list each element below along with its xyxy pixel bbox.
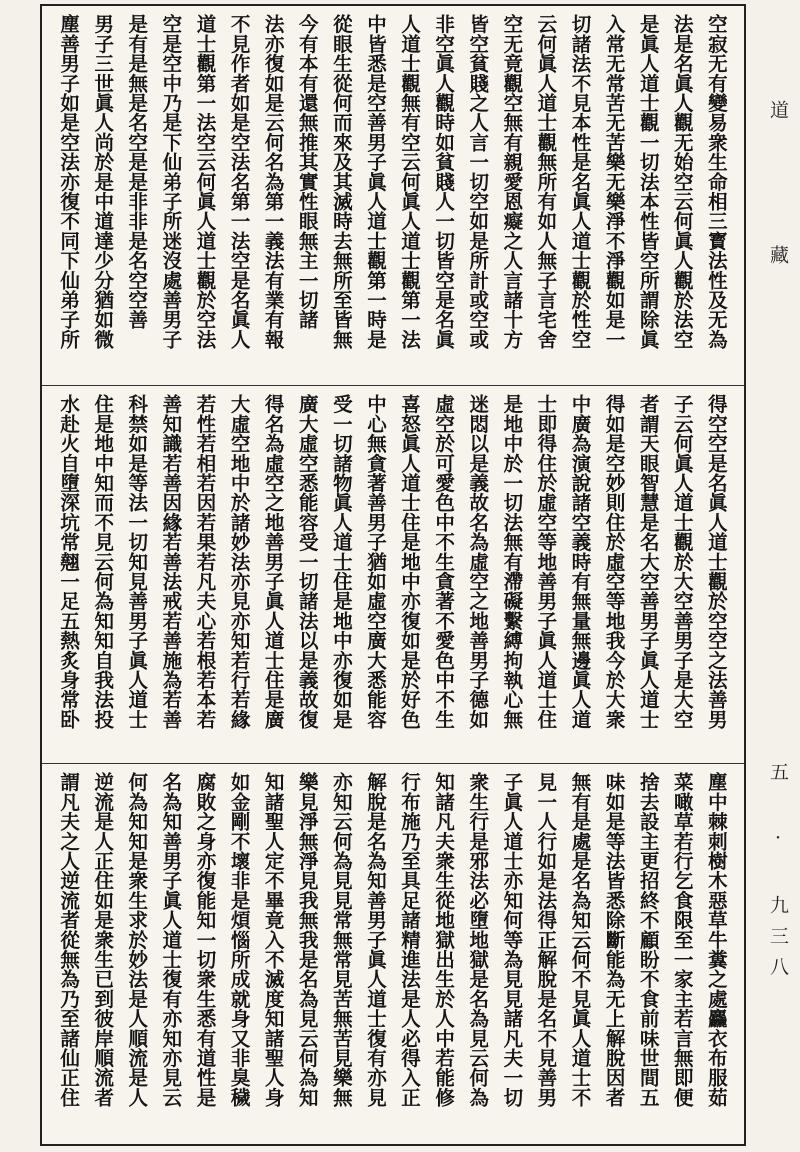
text-column: 皆空貧賤之人言一切空如是所計或空或: [466, 14, 490, 349]
text-column: 是地中於一切法無有滯礙繫縛拘執心無: [500, 394, 524, 729]
text-column: 味如是等法皆悉除斷能為无上解脫因者: [602, 772, 626, 1107]
text-column: 是有是無是名空是是非非是名空空善: [125, 14, 149, 330]
lower-register: [42, 764, 744, 1144]
margin-title: 道 藏: [767, 100, 789, 316]
text-column: 從眼生從何而來及其滅時去無所至皆無: [329, 14, 353, 349]
text-column: 中廣為演說諸空義時有無量無邊眞人道: [568, 394, 592, 729]
text-column: 得空空是名眞人道士觀於空空之法善男: [704, 394, 728, 729]
text-column: 得如是空妙則住於虛空等地我今於大衆: [602, 394, 626, 729]
text-column: 男子三世眞人尚於是中道達少分猶如微: [91, 14, 115, 349]
text-column: 虛空於可愛色中不生貪著不愛色中不生: [432, 394, 456, 729]
margin-page-number: 五 · 九三八: [767, 762, 789, 988]
text-column: 樂見淨無淨見我無我是名為見云何為知: [295, 772, 319, 1107]
text-column: 入常无常苦无苦樂无樂淨不淨觀如是一: [602, 14, 626, 349]
text-column: 住是地中知而不見云何為知知自我法投: [91, 394, 115, 729]
text-column: 善知識若善因緣若善法戒若善施為若善: [159, 394, 183, 729]
text-column: 若性若相若因若果若凡夫心若根若本若: [193, 394, 217, 729]
text-column: 不見作者如是空法名第一法空是名眞人: [227, 14, 251, 349]
text-column: 科禁如是等法一切知見善男子眞人道士: [125, 394, 149, 729]
text-column: 名為知善男子眞人道士復有亦知亦見云: [159, 772, 183, 1107]
text-column: 今有本有還無推其實性眼無主一切諸: [295, 14, 319, 330]
text-column: 亦知云何為見見常無常見苦無苦見樂無: [329, 772, 353, 1107]
text-column: 者謂天眼智慧是名大空善男子眞人道士: [636, 394, 660, 729]
text-column: 云何眞人道士觀無所有如人無子言宅舍: [534, 14, 558, 349]
text-column: 大虛空地中於諸妙法亦見亦知若行若緣: [227, 394, 251, 729]
middle-register: [42, 386, 744, 762]
text-column: 謂凡夫之人逆流者從無為乃至諸仙正住: [57, 772, 81, 1107]
text-column: 非空眞人觀時如貧賤人一切皆空是名眞: [432, 14, 456, 349]
text-column: 如金剛不壞非是煩惱所成就身又非臭穢: [227, 772, 251, 1107]
upper-register: [42, 6, 744, 384]
text-column: 見一人行如是法得正解脫是名不見善男: [534, 772, 558, 1107]
text-column: 無有是處是名為知云何不見眞人道士不: [568, 772, 592, 1107]
upper-register-columns: [52, 14, 734, 376]
text-column: 衆生行是邪法必墮地獄是名為見云何為: [466, 772, 490, 1107]
text-column: 法是名眞人觀无始空云何眞人觀於法空: [670, 14, 694, 349]
text-column: 得名為虛空之地善男子眞人道士住是廣: [261, 394, 285, 729]
text-column: 塵中棘刺樹木惡草牛糞之處麤衣布服茹: [704, 772, 728, 1107]
text-column: 廣大虛空悉能容受一切諸法以是義故復: [295, 394, 319, 729]
text-column: 行布施乃至具足諸精進法是人必得入正: [398, 772, 422, 1107]
text-column: 知諸聖人定不畢竟入不滅度知諸聖人身: [261, 772, 285, 1107]
text-column: 子眞人道士亦知何等為見見諸凡夫一切: [500, 772, 524, 1107]
text-column: 士即得住於虛空等地善男子眞人道士住: [534, 394, 558, 729]
text-column: 是眞人道士觀一切法本性皆空所謂除眞: [636, 14, 660, 349]
text-column: 迷悶以是義故名為虛空之地善男子德如: [466, 394, 490, 729]
text-column: 受一切諸物眞人道士住是地中亦復如是: [329, 394, 353, 729]
text-column: 腐敗之身亦復能知一切衆生悉有道性是: [193, 772, 217, 1107]
scripture-page-frame: [40, 4, 746, 1146]
text-column: 空寂无有變易衆生命相三寳法性及无為: [704, 14, 728, 349]
middle-register-columns: [52, 394, 734, 754]
text-column: 子云何眞人道士觀於大空善男子是大空: [670, 394, 694, 729]
text-column: 道士觀第一法空云何眞人道士觀於空法: [193, 14, 217, 349]
text-column: 空无竟觀空無有親愛恩癡之人言諸十方: [500, 14, 524, 349]
text-column: 空是空中乃是下仙弟子所迷沒處善男子: [159, 14, 183, 349]
text-column: 水赴火自墮深坑常翹一足五熱炙身常卧: [57, 394, 81, 729]
text-column: 知諸凡夫衆生從地獄出生於人中若能修: [432, 772, 456, 1107]
text-column: 中心無貪著善男子猶如虛空廣大悉能容: [363, 394, 387, 729]
lower-register-columns: [52, 772, 734, 1136]
text-column: 塵善男子如是空法亦復不同下仙弟子所: [57, 14, 81, 349]
text-column: 逆流是人正住如是衆生已到彼岸順流者: [91, 772, 115, 1107]
text-column: 解脫是名為知善男子眞人道士復有亦見: [363, 772, 387, 1107]
text-column: 捨去設主更招終不顧盼不食前味世間五: [636, 772, 660, 1107]
text-column: 切諸法不見本性是名眞人道士觀於性空: [568, 14, 592, 349]
text-column: 喜怒眞人道士住是地中亦復如是於好色: [398, 394, 422, 729]
text-column: 法亦復如是云何名為第一義法有業有報: [261, 14, 285, 349]
text-column: 菜噉草若行乞食限至一家主若言無即便: [670, 772, 694, 1107]
text-column: 何為知知是衆生求於妙法是人順流是人: [125, 772, 149, 1107]
text-column: 人道士觀無有空云何眞人道士觀第一法: [398, 14, 422, 349]
text-column: 中皆悉是空善男子眞人道士觀第一時是: [363, 14, 387, 349]
